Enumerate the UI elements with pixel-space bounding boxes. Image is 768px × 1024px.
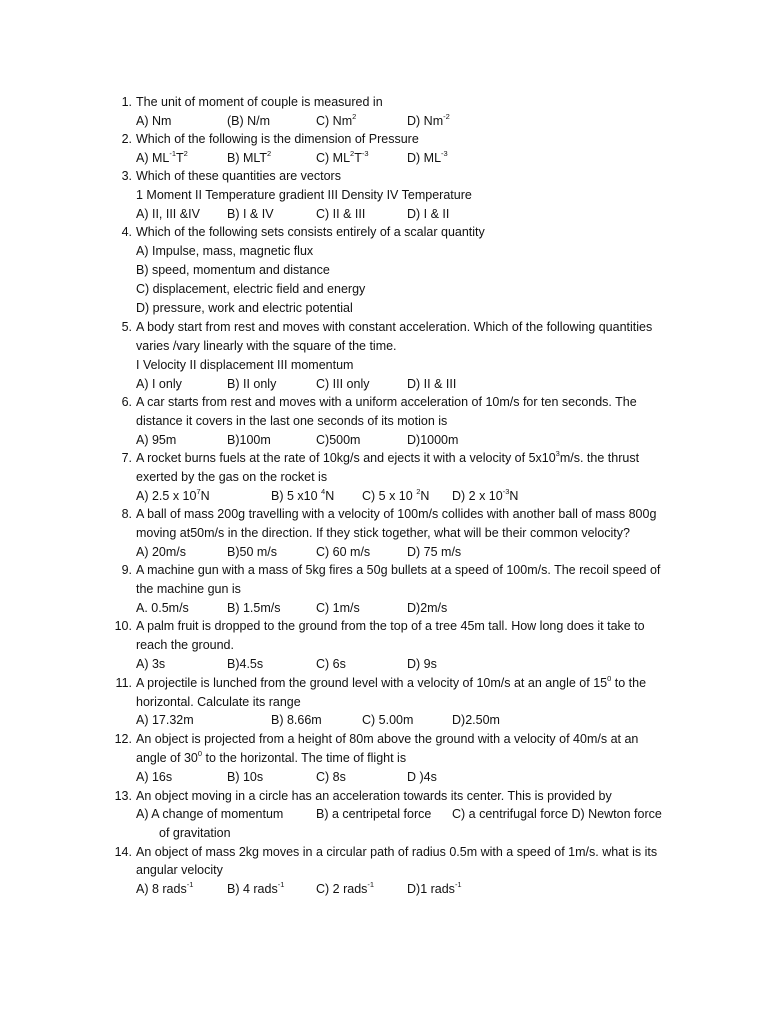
question-number: 11. xyxy=(115,676,132,690)
answer-option: A) A change of momentum xyxy=(136,807,284,821)
answer-option: C) 5.00m xyxy=(362,713,414,727)
answer-option: B)100m xyxy=(227,433,271,447)
answer-option: A) $ML^{-1}T^2$ xyxy=(136,148,188,165)
question-11 xyxy=(0,675,768,691)
answer-option: B) 1.5m/s xyxy=(227,601,281,615)
answer-option: B) speed, momentum and distance xyxy=(136,263,330,277)
answer-option: D) 75 m/s xyxy=(407,545,462,559)
answer-option: C) III only xyxy=(316,377,370,391)
answer-option: A) 2.5 x $10^7N$ xyxy=(136,486,210,503)
answer-option: A) 3s xyxy=(136,657,166,671)
answer-option: C) Nm$^2$ xyxy=(316,111,357,128)
question-number: 14. xyxy=(114,845,132,859)
answer-option: C) displacement, electric field and energy xyxy=(136,282,366,296)
answer-option: A) 20m/s xyxy=(136,545,187,559)
question-text: A rocket burns fuels at the rate of 10kg/s and ejects it with a velocity of $5x10^3m/s$. the thrust xyxy=(136,448,640,465)
answer-option: B) 10s xyxy=(227,770,264,784)
question-text-continued: moving at50m/s in the direction. If they stick together, what will be their common velocity? xyxy=(136,526,630,540)
answer-option: C) 6s xyxy=(316,657,346,671)
question-text: Which of the following sets consists entirely of a scalar quantity xyxy=(136,225,485,239)
answer-option: B)50 m/s xyxy=(227,545,278,559)
question-5 xyxy=(0,319,768,335)
question-text: Which of the following is the dimension of Pressure xyxy=(136,132,419,146)
question-4 xyxy=(0,224,768,240)
question-text: An object of mass 2kg moves in a circular path of radius 0.5m with a speed of 1m/s. what is its xyxy=(136,845,658,859)
answer-option: D)1000m xyxy=(407,433,459,447)
question-8 xyxy=(0,506,768,522)
question-statements: 1 Moment II Temperature gradient III Density IV Temperature xyxy=(136,188,472,202)
question-statements: I Velocity II displacement III momentum xyxy=(136,358,354,372)
question-text-continued: angle of $30^0$ to the horizontal. The time of flight is xyxy=(136,748,407,765)
question-number: 1. xyxy=(121,95,132,109)
question-13 xyxy=(0,788,768,804)
answer-option: C) a centrifugal force D) Newton force xyxy=(452,807,662,821)
answer-option: D) $Nm^{-2}$ xyxy=(407,111,450,128)
question-text-continued: varies /vary linearly with the square of the time. xyxy=(136,339,397,353)
question-1 xyxy=(0,94,768,110)
answer-option: D) I & II xyxy=(407,207,450,221)
answer-option-continued: of gravitation xyxy=(159,826,231,840)
answer-option: C)500m xyxy=(316,433,361,447)
question-text-continued: distance it covers in the last one seconds of its motion is xyxy=(136,414,448,428)
answer-option: A. 0.5m/s xyxy=(136,601,189,615)
question-text-continued: reach the ground. xyxy=(136,638,234,652)
question-text-continued: exerted by the gas on the rocket is xyxy=(136,470,328,484)
answer-option: B) 5 x10 $^4$N xyxy=(271,486,335,503)
question-number: 3. xyxy=(121,169,132,183)
question-text: An object moving in a circle has an acceleration towards its center. This is provided by xyxy=(136,789,612,803)
answer-option: D) II & III xyxy=(407,377,457,391)
question-number: 7. xyxy=(121,451,132,465)
question-number: 12. xyxy=(114,732,132,746)
answer-option: A) Impulse, mass, magnetic flux xyxy=(136,244,314,258)
answer-option: B) MLT$^2$ xyxy=(227,148,272,165)
question-text: A ball of mass 200g travelling with a velocity of 100m/s collides with another ball of mass 800g xyxy=(136,507,657,521)
answer-option: D) 2 x $10^{-3}N$ xyxy=(452,486,519,503)
answer-option: A) 95m xyxy=(136,433,177,447)
question-text: Which of these quantities are vectors xyxy=(136,169,341,183)
answer-option: B) 8.66m xyxy=(271,713,322,727)
question-7 xyxy=(0,450,768,466)
question-12 xyxy=(0,731,768,747)
question-number: 2. xyxy=(121,132,132,146)
answer-option: D)1 rads$^{-1}$ xyxy=(407,879,462,896)
question-text: A body start from rest and moves with constant acceleration. Which of the following quantities xyxy=(136,320,653,334)
question-6 xyxy=(0,394,768,410)
question-3 xyxy=(0,168,768,184)
answer-option: A) 17.32m xyxy=(136,713,194,727)
answer-option: C) 2 rads$^{-1}$ xyxy=(316,879,375,896)
question-number: 13. xyxy=(114,789,132,803)
question-2 xyxy=(0,131,768,147)
answer-option: B) I & IV xyxy=(227,207,274,221)
answer-option: C) 8s xyxy=(316,770,346,784)
answer-option: A) 8 rads$^{-1}$ xyxy=(136,879,194,896)
question-text-continued: horizontal. Calculate its range xyxy=(136,695,301,709)
question-number: 6. xyxy=(121,395,132,409)
answer-option: D) pressure, work and electric potential xyxy=(136,301,353,315)
answer-option: (B) N/m xyxy=(227,114,271,128)
question-text: A car starts from rest and moves with a uniform acceleration of 10m/s for ten seconds. The xyxy=(136,395,637,409)
answer-option: B)4.5s xyxy=(227,657,264,671)
answer-option: A) I only xyxy=(136,377,182,391)
question-number: 8. xyxy=(121,507,132,521)
answer-option: D)2.50m xyxy=(452,713,500,727)
question-text: A machine gun with a mass of 5kg fires a 50g bullets at a speed of 100m/s. The recoil speed of xyxy=(136,563,661,577)
answer-option: A) Nm xyxy=(136,114,172,128)
answer-option: D) $ML^{-3}$ xyxy=(407,148,448,165)
question-number: 5. xyxy=(121,320,132,334)
answer-option: D)2m/s xyxy=(407,601,448,615)
answer-option: D) 9s xyxy=(407,657,437,671)
answer-option: C) II & III xyxy=(316,207,366,221)
answer-option: A) 16s xyxy=(136,770,173,784)
question-text-continued: the machine gun is xyxy=(136,582,241,596)
question-text-continued: angular velocity xyxy=(136,863,223,877)
question-10 xyxy=(0,618,768,634)
question-text: The unit of moment of couple is measured in xyxy=(136,95,383,109)
question-text: An object is projected from a height of 80m above the ground with a velocity of 40m/s at an xyxy=(136,732,639,746)
question-number: 9. xyxy=(121,563,132,577)
question-14 xyxy=(0,844,768,860)
answer-option: A) II, III &IV xyxy=(136,207,200,221)
answer-option: B) a centripetal force xyxy=(316,807,432,821)
answer-option: C) 1m/s xyxy=(316,601,360,615)
answer-option: B) 4 rads$^{-1}$ xyxy=(227,879,285,896)
answer-option: C) $ML^2T^{-3}$ xyxy=(316,148,369,165)
question-text: A palm fruit is dropped to the ground from the top of a tree 45m tall. How long does it take to xyxy=(136,619,645,633)
answer-option: B) II only xyxy=(227,377,277,391)
question-number: 10. xyxy=(114,619,132,633)
question-number: 4. xyxy=(121,225,132,239)
question-text: A projectile is lunched from the ground level with a velocity of 10m/s at an angle of $15^0$ to the xyxy=(136,673,647,690)
answer-option: C) 5 x 10 $^2$N xyxy=(362,486,430,503)
answer-option: C) 60 m/s xyxy=(316,545,371,559)
question-9 xyxy=(0,562,768,578)
answer-option: D )4s xyxy=(407,770,437,784)
